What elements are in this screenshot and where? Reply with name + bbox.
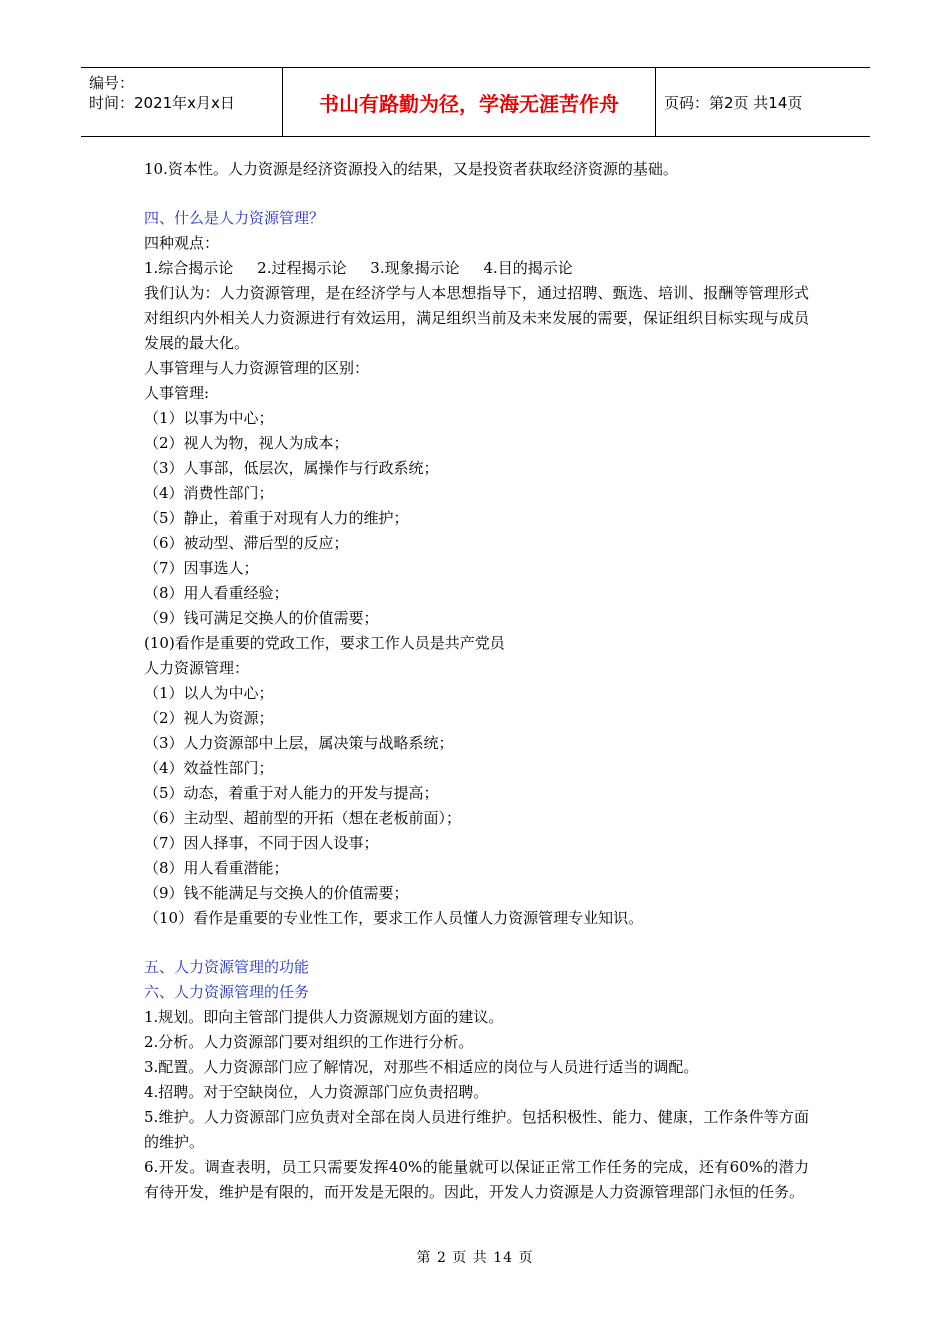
list-item: (10)看作是重要的党政工作，要求工作人员是共产党员 xyxy=(144,634,505,652)
list-item: （9）钱不能满足与交换人的价值需要； xyxy=(144,884,409,902)
list-item: 5.维护。人力资源部门应负责对全部在岗人员进行维护。包括积极性、能力、健康，工作条件等方面的维护。 xyxy=(144,1108,809,1151)
page-header xyxy=(81,67,870,137)
paragraph: 10.资本性。人力资源是经济资源投入的结果，又是投资者获取经济资源的基础。 xyxy=(144,160,678,178)
paragraph: 1.综合揭示论 2.过程揭示论 3.现象揭示论 4.目的揭示论 xyxy=(144,259,573,277)
list-item: 6.开发。调查表明，员工只需要发挥40%的能量就可以保证正常工作任务的完成，还有60%的潜力有待开发，维护是有限的，而开发是无限的。因此，开发人力资源是人力资源管理部门永恒的任务。 xyxy=(144,1158,809,1201)
list-item: （3）人力资源部中上层，属决策与战略系统； xyxy=(144,734,454,752)
list-item: （1）以人为中心； xyxy=(144,684,274,702)
paragraph: 我们认为：人力资源管理，是在经济学与人本思想指导下，通过招聘、甄选、培训、报酬等管理形式对组织内外相关人力资源进行有效运用，满足组织当前及未来发展的需要，保证组织目标实现与成员发展的最大化。 xyxy=(144,284,809,352)
paragraph: 四种观点： xyxy=(144,234,220,252)
list-item: （6）被动型、滞后型的反应； xyxy=(144,534,349,552)
list-item: （2）视人为物，视人为成本； xyxy=(144,434,349,452)
list-item: （8）用人看重潜能； xyxy=(144,859,289,877)
list-item: （3）人事部，低层次，属操作与行政系统； xyxy=(144,459,439,477)
header-time-label: 时间：2021年x月x日 xyxy=(89,94,235,112)
list-item: （4）消费性部门； xyxy=(144,484,274,502)
list-item: （8）用人看重经验； xyxy=(144,584,289,602)
section-heading: 四、什么是人力资源管理？ xyxy=(144,209,325,227)
paragraph: 人力资源管理： xyxy=(144,659,250,677)
list-item: （5）静止，着重于对现有人力的维护； xyxy=(144,509,409,527)
header-number-label: 编号： xyxy=(89,74,135,92)
section-heading: 五、人力资源管理的功能 xyxy=(144,958,310,976)
list-item: （7）因事选人； xyxy=(144,559,259,577)
list-item: 4.招聘。对于空缺岗位，人力资源部门应负责招聘。 xyxy=(144,1083,489,1101)
header-motto: 书山有路勤为径，学海无涯苦作舟 xyxy=(283,68,656,136)
paragraph: 人事管理: xyxy=(144,384,210,402)
header-page-info: 页码：第2页 共14页 xyxy=(664,93,803,112)
list-item: （9）钱可满足交换人的价值需要； xyxy=(144,609,379,627)
page-footer: 第 2 页 共 14 页 xyxy=(416,1250,534,1266)
list-item: （5）动态，着重于对人能力的开发与提高； xyxy=(144,784,439,802)
list-item: 1.规划。即向主管部门提供人力资源规划方面的建议。 xyxy=(144,1008,504,1026)
list-item: （4）效益性部门； xyxy=(144,759,274,777)
document-body xyxy=(144,157,809,1205)
list-item: （1）以事为中心； xyxy=(144,409,274,427)
list-item: 3.配置。人力资源部门应了解情况，对那些不相适应的岗位与人员进行适当的调配。 xyxy=(144,1058,699,1076)
list-item: （2）视人为资源； xyxy=(144,709,274,727)
list-item: 2.分析。人力资源部门要对组织的工作进行分析。 xyxy=(144,1033,474,1051)
section-heading: 六、人力资源管理的任务 xyxy=(144,983,310,1001)
list-item: （7）因人择事，不同于因人设事； xyxy=(144,834,379,852)
list-item: （6）主动型、超前型的开拓（想在老板前面）； xyxy=(144,809,462,827)
list-item: （10）看作是重要的专业性工作，要求工作人员懂人力资源管理专业知识。 xyxy=(144,909,644,927)
header-meta-cell xyxy=(81,68,283,136)
paragraph: 人事管理与人力资源管理的区别： xyxy=(144,359,370,377)
